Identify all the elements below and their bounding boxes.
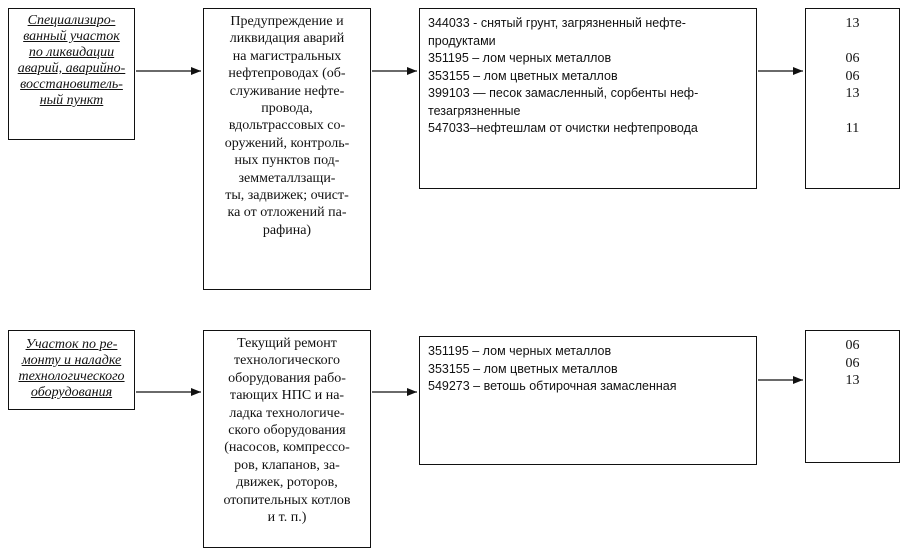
waste-1-line: 353155 – лом цветных металлов [428, 68, 618, 83]
class-1-line: 13 [845, 16, 860, 31]
waste-1-line: тезагрязненные [428, 103, 521, 118]
operation-1-line: ты, задвижек; очист- [225, 188, 349, 204]
waste-1-line: 399103 — песок замасленный, сорбенты неф- [428, 86, 699, 100]
waste-2-line: 353155 – лом цветных металлов [428, 361, 618, 376]
operation-2-line: отопительных котлов [223, 492, 351, 508]
waste-2-line: 549273 – ветошь обтирочная замасленная [428, 379, 677, 393]
unit-2-line: монту и наладке [21, 353, 122, 368]
unit-1-line: Специализиро- [27, 13, 116, 28]
operation-1-line: на магистральных [232, 48, 342, 64]
operation-2-line: и т. п.) [267, 510, 307, 526]
unit-1-line: аварий, аварийно- [17, 61, 126, 76]
waste-1-line: 351195 – лом черных металлов [428, 51, 612, 65]
unit-1-line: восстановитель- [20, 77, 123, 92]
operation-1-line: рафина) [262, 222, 312, 238]
class-1-line: 11 [845, 121, 860, 136]
class-2-line: 06 [845, 355, 860, 371]
operation-2-line: ского оборудования [228, 423, 346, 439]
class-1-line: 13 [845, 86, 860, 101]
operation-2-line: Текущий ремонт [237, 336, 337, 351]
operation-1-line: служивание нефте- [229, 83, 345, 99]
class-1-line: 06 [845, 51, 860, 66]
unit-2-line: оборудования [30, 385, 113, 400]
operation-2-line: движек, роторов, [236, 475, 338, 491]
operation-1-line: ка от отложений па- [227, 205, 347, 221]
operation-1-line: вдольтрассовых со- [228, 118, 346, 134]
waste-1-line: 547033–нефтешлам от очистки нефтепровода [428, 121, 698, 135]
operation-1-line: ликвидация аварий [229, 31, 345, 47]
operation-2-line: оборудования рабо- [228, 370, 346, 386]
waste-1-line: продуктами [428, 33, 496, 48]
operation-2-line: тающих НПС и на- [229, 388, 345, 404]
class-1-line: 06 [845, 68, 860, 84]
operation-1-line: оружений, контроль- [224, 135, 350, 151]
waste-2-line: 351195 – лом черных металлов [428, 344, 612, 358]
unit-2-line: технологического [18, 369, 125, 384]
operation-2-line: (насосов, компрессо- [224, 440, 350, 456]
operation-1-line: Предупреждение и [230, 14, 344, 29]
waste-1-line: 344033 - снятый грунт, загрязненный нефте- [428, 16, 686, 30]
class-2-line: 13 [845, 373, 860, 388]
operation-2-line: ладка технологиче- [229, 405, 345, 421]
unit-1-line: ный пункт [39, 93, 104, 108]
operation-1-line: нефтепроводах (об- [228, 66, 346, 82]
unit-2-line: Участок по ре- [25, 337, 118, 352]
operation-2-line: ров, клапанов, за- [234, 457, 340, 473]
operation-2-line: технологического [234, 353, 340, 369]
unit-1-line: ванный участок [23, 29, 120, 44]
unit-1-line: по ликвидации [28, 45, 115, 60]
operation-1-line: провода, [261, 101, 313, 117]
operation-1-line: ных пунктов под- [234, 153, 340, 169]
operation-1-line: земметаллзащи- [238, 170, 336, 186]
class-2-line: 06 [845, 338, 860, 353]
